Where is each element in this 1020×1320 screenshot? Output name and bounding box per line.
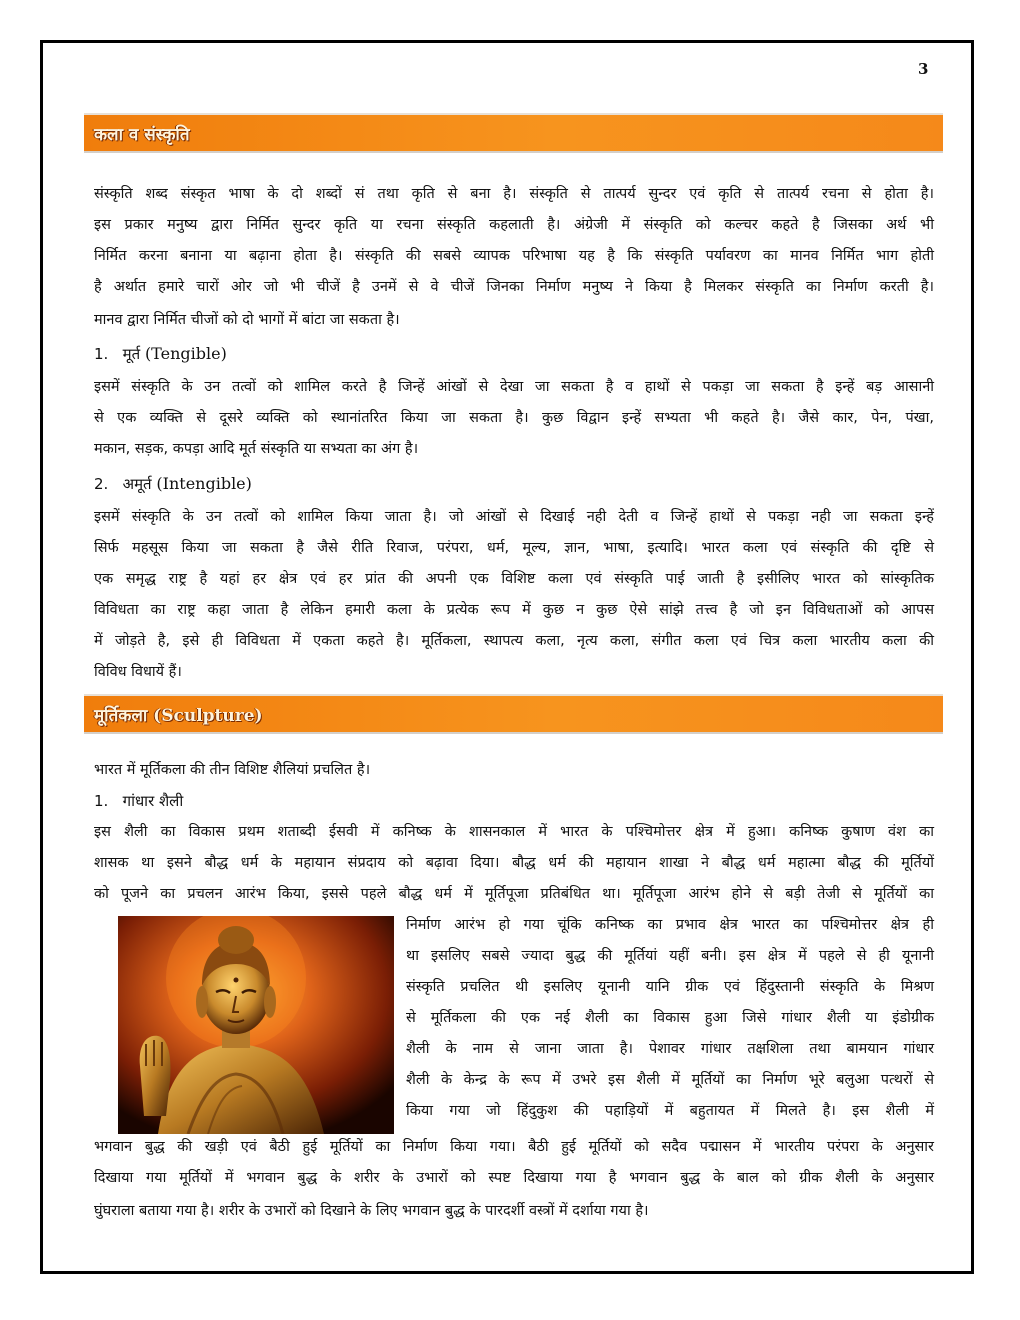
list-marker: 2. bbox=[94, 475, 109, 493]
intangible-text-line: सिर्फ महसूस किया जा सकता है जैसे रीति रिवाज, परंपरा, धर्म, मूल्य, ज्ञान, भाषा, इत्यादि। भारत कला एवं संस्कृति की दृष्टि से bbox=[94, 540, 934, 556]
section-banner-culture bbox=[84, 113, 943, 153]
gandhara-text-line: शासक था इसने बौद्ध धर्म के महायान संप्रदाय को बढ़ावा दिया। बौद्ध धर्म की महायान शाखा ने बौद्ध धर्म महात्मा बौद्ध की मूर्तियों bbox=[94, 855, 934, 871]
intangible-text-line: इसमें संस्कृति के उन तत्वों को शामिल किया जाता है। जो आंखों से दिखाई नही देती व जिन्हें हाथों से पकड़ा नही जा सकता इन्हें bbox=[94, 509, 934, 525]
intangible-label: अमूर्त bbox=[122, 475, 152, 493]
culture-intro-line: निर्मित करना बनाना या बढ़ाना होता है। संस्कृति की सबसे व्यापक परिभाषा यह है कि संस्कृति पर्यावरण का मानव निर्मित भाग होती bbox=[94, 248, 934, 264]
gandhara-wrap-line: था इसलिए सबसे ज्यादा बुद्ध की मूर्तियां यहीं बनी। इस क्षेत्र में पहले से ही यूनानी bbox=[406, 948, 934, 964]
intangible-text-line: एक समृद्ध राष्ट्र है यहां हर क्षेत्र एवं हर प्रांत की अपनी एक विशिष्ट कला एवं संस्कृति पाई जाती है इसीलिए भारत को सांस्कृतिक bbox=[94, 571, 934, 587]
sculpture-title-en: (Sculpture) bbox=[153, 706, 263, 726]
gandhara-wrap-line: किया गया जो हिंदुकुश की पहाड़ियों में बहुतायत में मिलते है। इस शैली में bbox=[406, 1103, 934, 1119]
gandhara-text-line: को पूजने का प्रचलन आरंभ किया, इससे पहले बौद्ध धर्म में मूर्तिपूजा प्रतिबंधित था। मूर्तिपूजा आरंभ होने से बड़ी तेजी से मूर्तियों का bbox=[94, 886, 934, 902]
gandhara-wrap-line: से मूर्तिकला की एक नई शैली का विकास हुआ जिसे गांधार शैली या इंडोग्रीक bbox=[406, 1010, 934, 1026]
buddha-illustration bbox=[118, 916, 394, 1134]
intangible-text-line: में जोड़ते है, इसे ही विविधता में एकता कहते है। मूर्तिकला, स्थापत्य कला, नृत्य कला, संगीत कला एवं चित्र कला भारतीय कला की bbox=[94, 633, 934, 649]
intangible-label-en: (Intengible) bbox=[156, 474, 252, 493]
gandhara-text-line: इस शैली का विकास प्रथम शताब्दी ईसवी में कनिष्क के शासनकाल में भारत के पश्चिमोत्तर क्षेत्र में हुआ। कनिष्क कुषाण वंश का bbox=[94, 824, 934, 840]
tangible-heading bbox=[94, 340, 227, 368]
culture-intro-line: इस प्रकार मनुष्य द्वारा निर्मित सुन्दर कृति या रचना संस्कृति कहलाती है। अंग्रेजी में संस्कृति को कल्चर कहते है जिसका अर्थ भी bbox=[94, 217, 934, 233]
intangible-text-line: विविधता का राष्ट्र कहा जाता है लेकिन हमारी कला के प्रत्येक रूप में कुछ न कुछ ऐसे सांझे तत्त्व है जो इन विविधताओं को आपस bbox=[94, 602, 934, 618]
gandhara-text-line: भगवान बुद्ध की खड़ी एवं बैठी हुई मूर्तियों का निर्माण किया गया। बैठी हुई मूर्तियों को सदैव पद्मासन में भारतीय परंपरा के अनुसार bbox=[94, 1139, 934, 1155]
list-marker: 1. bbox=[94, 345, 109, 363]
tangible-text-line: मकान, सड़क, कपड़ा आदि मूर्त संस्कृति या सभ्यता का अंग है। bbox=[94, 441, 419, 457]
gandhara-wrap-line: शैली के केन्द्र के रूप में उभरे इस शैली में मूर्तियों का निर्माण भूरे बलुआ पत्थरों से bbox=[406, 1072, 934, 1088]
tangible-label: मूर्त bbox=[122, 345, 141, 363]
gandhara-wrap-line: निर्माण आरंभ हो गया चूंकि कनिष्क का प्रभाव क्षेत्र भारत का पश्चिमोत्तर क्षेत्र ही bbox=[406, 917, 934, 933]
tangible-text-line: से एक व्यक्ति से दूसरे व्यक्ति को स्थानांतरित किया जा सकता है। कुछ विद्वान इन्हें सभ्यता भी कहते है। जैसे कार, पेन, पंखा, bbox=[94, 410, 934, 426]
intangible-heading bbox=[94, 470, 252, 498]
gandhara-text-line: घुंघराला बताया गया है। शरीर के उभारों को दिखाने के लिए भगवान बुद्ध के पारदर्शी वस्त्रों में दर्शाया गया है। bbox=[94, 1203, 649, 1219]
culture-intro-line: है अर्थात हमारे चारों ओर जो भी चीजें है उनमें से वे चीजें जिनका निर्माण मनुष्य ने किया है मिलकर संस्कृति का निर्माण करती है। bbox=[94, 279, 934, 295]
gandhara-label: गांधार शैली bbox=[122, 792, 184, 810]
buddha-statue-image bbox=[118, 916, 394, 1134]
sculpture-title-hi: मूर्तिकला bbox=[94, 706, 148, 726]
culture-intro-line: मानव द्वारा निर्मित चीजों को दो भागों में बांटा जा सकता है। bbox=[94, 312, 400, 328]
tangible-label-en: (Tengible) bbox=[144, 344, 227, 363]
sculpture-intro: भारत में मूर्तिकला की तीन विशिष्ट शैलियां प्रचलित है। bbox=[94, 762, 371, 778]
intangible-text-line: विविध विधायें हैं। bbox=[94, 664, 182, 680]
gandhara-text-line: दिखाया गया मूर्तियों में भगवान बुद्ध के शरीर के उभारों को स्पष्ट दिखाया गया है भगवान बुद्ध के बाल को ग्रीक शैली के अनुसार bbox=[94, 1170, 934, 1186]
culture-intro-line: संस्कृति शब्द संस्कृत भाषा के दो शब्दों सं तथा कृति से बना है। संस्कृति से तात्पर्य सुन्दर एवं कृति से तात्पर्य रचना से होता है। bbox=[94, 186, 934, 202]
section-title-sculpture bbox=[94, 703, 263, 726]
section-title-culture: कला व संस्कृति bbox=[94, 125, 190, 145]
list-marker: 1. bbox=[94, 792, 109, 810]
gandhara-wrap-line: संस्कृति प्रचलित थी इसलिए यूनानी यानि ग्रीक एवं हिंदुस्तानी संस्कृति के मिश्रण bbox=[406, 979, 934, 995]
tangible-text-line: इसमें संस्कृति के उन तत्वों को शामिल करते है जिन्हें आंखों से देखा जा सकता है व हाथों से पकड़ा जा सकता है इन्हें बड़ आसानी bbox=[94, 379, 934, 395]
page-number: 3 bbox=[918, 60, 929, 78]
gandhara-heading bbox=[94, 787, 183, 815]
gandhara-wrap-line: शैली के नाम से जाना जाता है। पेशावर गांधार तक्षशिला तथा बामयान गांधार bbox=[406, 1041, 934, 1057]
section-banner-sculpture bbox=[84, 694, 943, 734]
